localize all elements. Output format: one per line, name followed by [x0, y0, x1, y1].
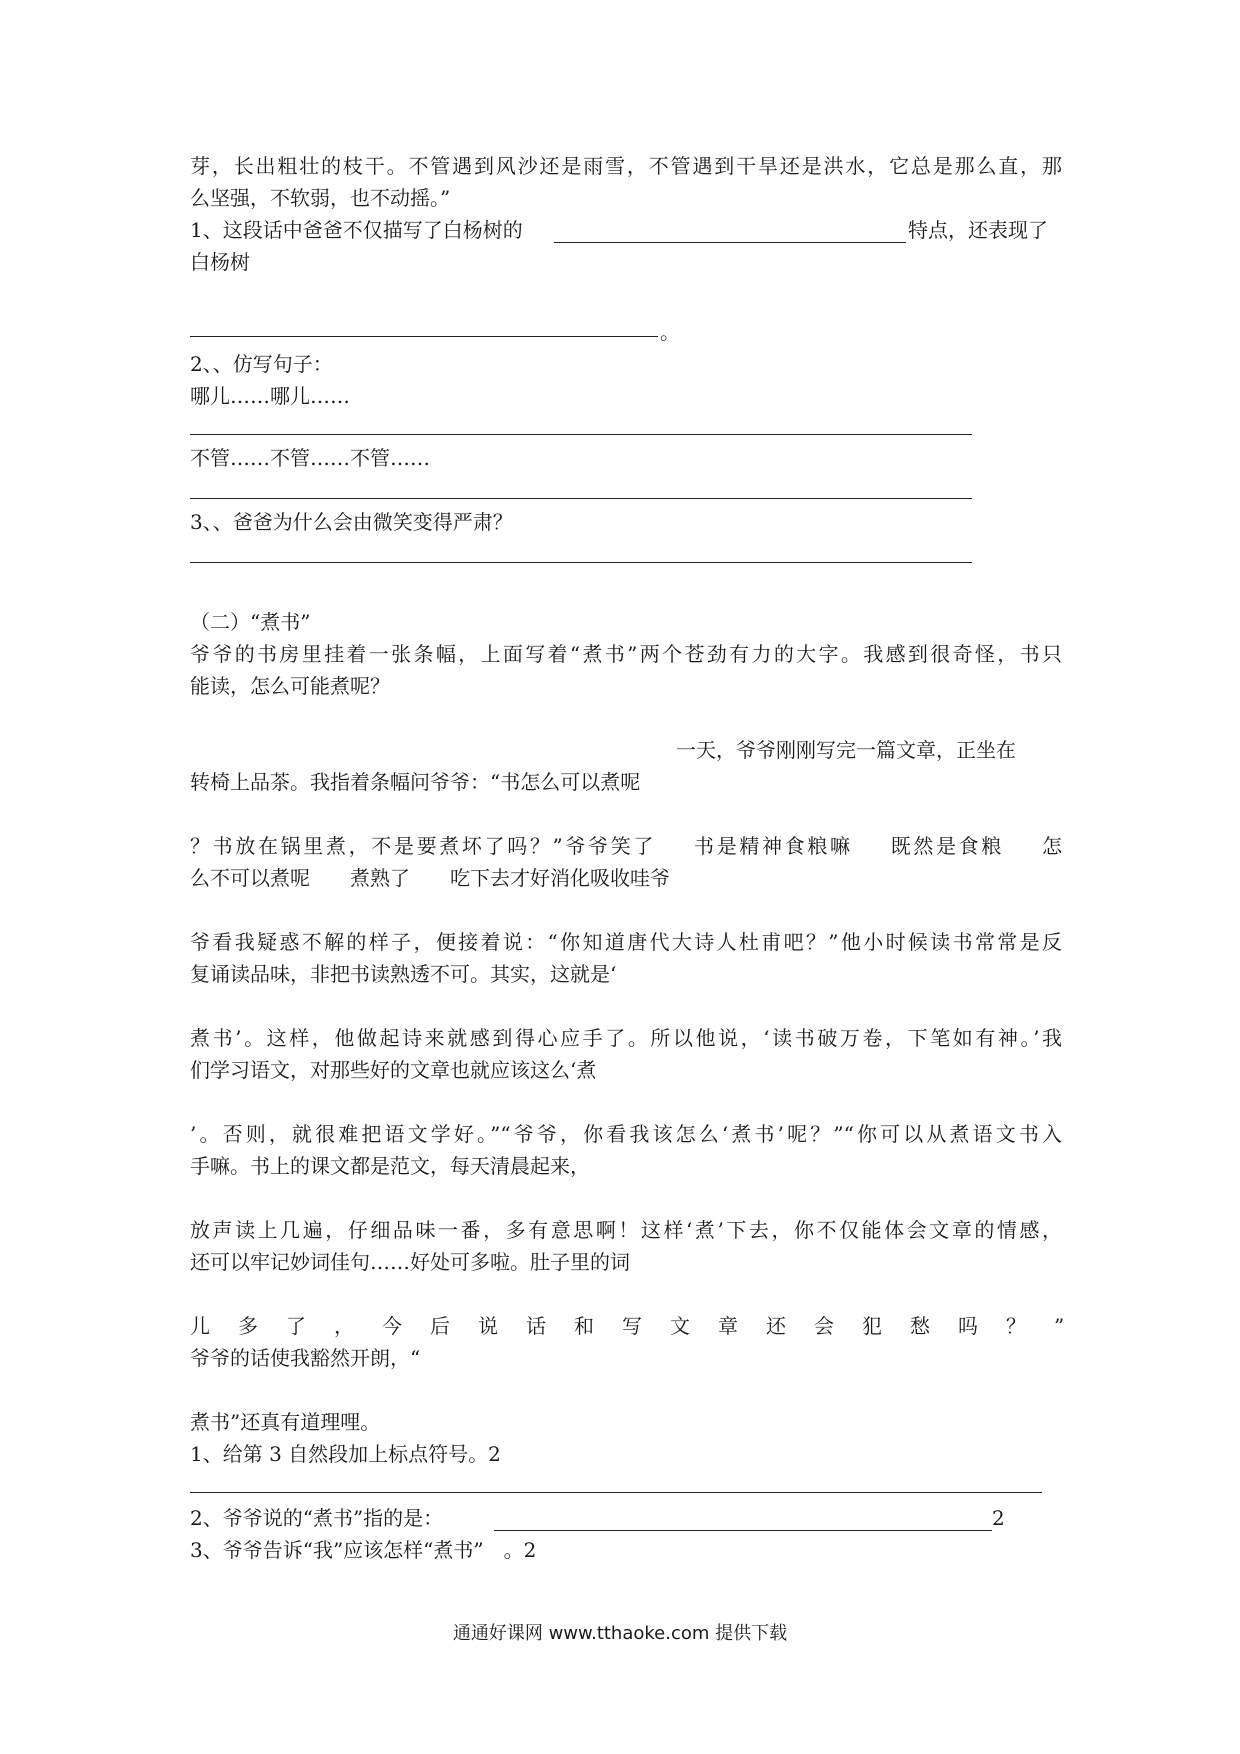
segment: 么不可以煮呢	[190, 866, 310, 890]
question-1-end: 。	[660, 320, 680, 344]
segment: ？书放在锅里煮，不是要煮坏了吗？”爷爷笑了	[190, 834, 657, 858]
answer-blank[interactable]	[190, 336, 658, 337]
section-title: （二）“煮书”	[190, 610, 311, 634]
passage-line: 爷爷的书房里挂着一张条幅，上面写着“煮书”两个苍劲有力的大字。我感到很奇怪，书只	[190, 642, 1062, 666]
answer-blank[interactable]	[494, 1530, 992, 1531]
passage-line: 儿多了，今后说话和写文章还会犯愁吗？”	[190, 1314, 1093, 1338]
passage-line-segmented	[190, 862, 670, 894]
passage-line: 放声读上几遍，仔细品味一番，多有意思啊！这样‘煮’下去，你不仅能体会文章的情感，	[190, 1218, 1062, 1242]
passage-line: 一天，爷爷刚刚写完一篇文章，正坐在	[676, 738, 1016, 762]
answer-line[interactable]	[190, 562, 972, 563]
score-label: 2	[992, 1506, 1005, 1530]
question-1-prefix: 1、这段话中爸爸不仅描写了白杨树的	[190, 218, 523, 242]
passage-line: 芽，长出粗壮的枝干。不管遇到风沙还是雨雪，不管遇到干旱还是洪水，它总是那么直，那	[190, 154, 1062, 178]
answer-blank[interactable]	[554, 242, 906, 243]
passage-line-segmented	[190, 830, 1062, 862]
passage-line: 么坚强，不软弱，也不动摇。”	[190, 186, 451, 210]
segment: 怎	[1042, 834, 1063, 858]
footer-credit: 通通好课网 www.tthaoke.com 提供下载	[452, 1623, 788, 1644]
passage-line: 们学习语文，对那些好的文章也就应该这么‘煮	[190, 1058, 597, 1082]
passage-line: 煮书’。这样，他做起诗来就感到得心应手了。所以他说，‘读书破万卷，下笔如有神。’我	[190, 1026, 1062, 1050]
section2-question-2: 2、爷爷说的“煮书”指的是：	[190, 1506, 444, 1530]
passage-line: 能读，怎么可能煮呢？	[190, 674, 390, 698]
question-2-title: 2、、仿写句子：	[190, 352, 333, 376]
answer-line[interactable]	[190, 498, 972, 499]
pattern-2: 不管……不管……不管……	[190, 446, 430, 470]
segment: 既然是食粮	[890, 834, 1004, 858]
segment: 吃下去才好消化吸收哇爷	[450, 866, 670, 890]
section2-question-3: 3、爷爷告诉“我”应该怎样“煮书” 。2	[190, 1538, 537, 1562]
answer-line[interactable]	[190, 434, 972, 435]
question-3-title: 3、、爸爸为什么会由微笑变得严肃？	[190, 510, 513, 534]
question-1-suffix: 特点，还表现了	[908, 218, 1048, 242]
pattern-1: 哪儿……哪儿……	[190, 384, 350, 408]
passage-line: 爷看我疑惑不解的样子，便接着说：“你知道唐代大诗人杜甫吧？”他小时候读书常常是反	[190, 930, 1062, 954]
answer-line[interactable]	[190, 1492, 1042, 1493]
passage-line: 复诵读品味，非把书读熟透不可。其实，这就是‘	[190, 962, 617, 986]
question-1-line2: 白杨树	[190, 250, 250, 274]
segment: 煮熟了	[350, 866, 410, 890]
passage-line: 转椅上品茶。我指着条幅问爷爷：“书怎么可以煮呢	[190, 770, 641, 794]
passage-line: 手嘛。书上的课文都是范文，每天清晨起来，	[190, 1154, 590, 1178]
section2-question-1: 1、给第 3 自然段加上标点符号。2	[190, 1442, 501, 1466]
segment: 书是精神食粮嘛	[694, 834, 853, 858]
passage-line: 爷爷的话使我豁然开朗，“	[190, 1346, 421, 1370]
passage-line: 还可以牢记妙词佳句……好处可多啦。肚子里的词	[190, 1250, 630, 1274]
passage-line: ’。否则，就很难把语文学好。”“爷爷，你看我该怎么‘煮书’呢？”“你可以从煮语文书入	[190, 1122, 1062, 1146]
passage-line: 煮书”还真有道理哩。	[190, 1410, 381, 1434]
